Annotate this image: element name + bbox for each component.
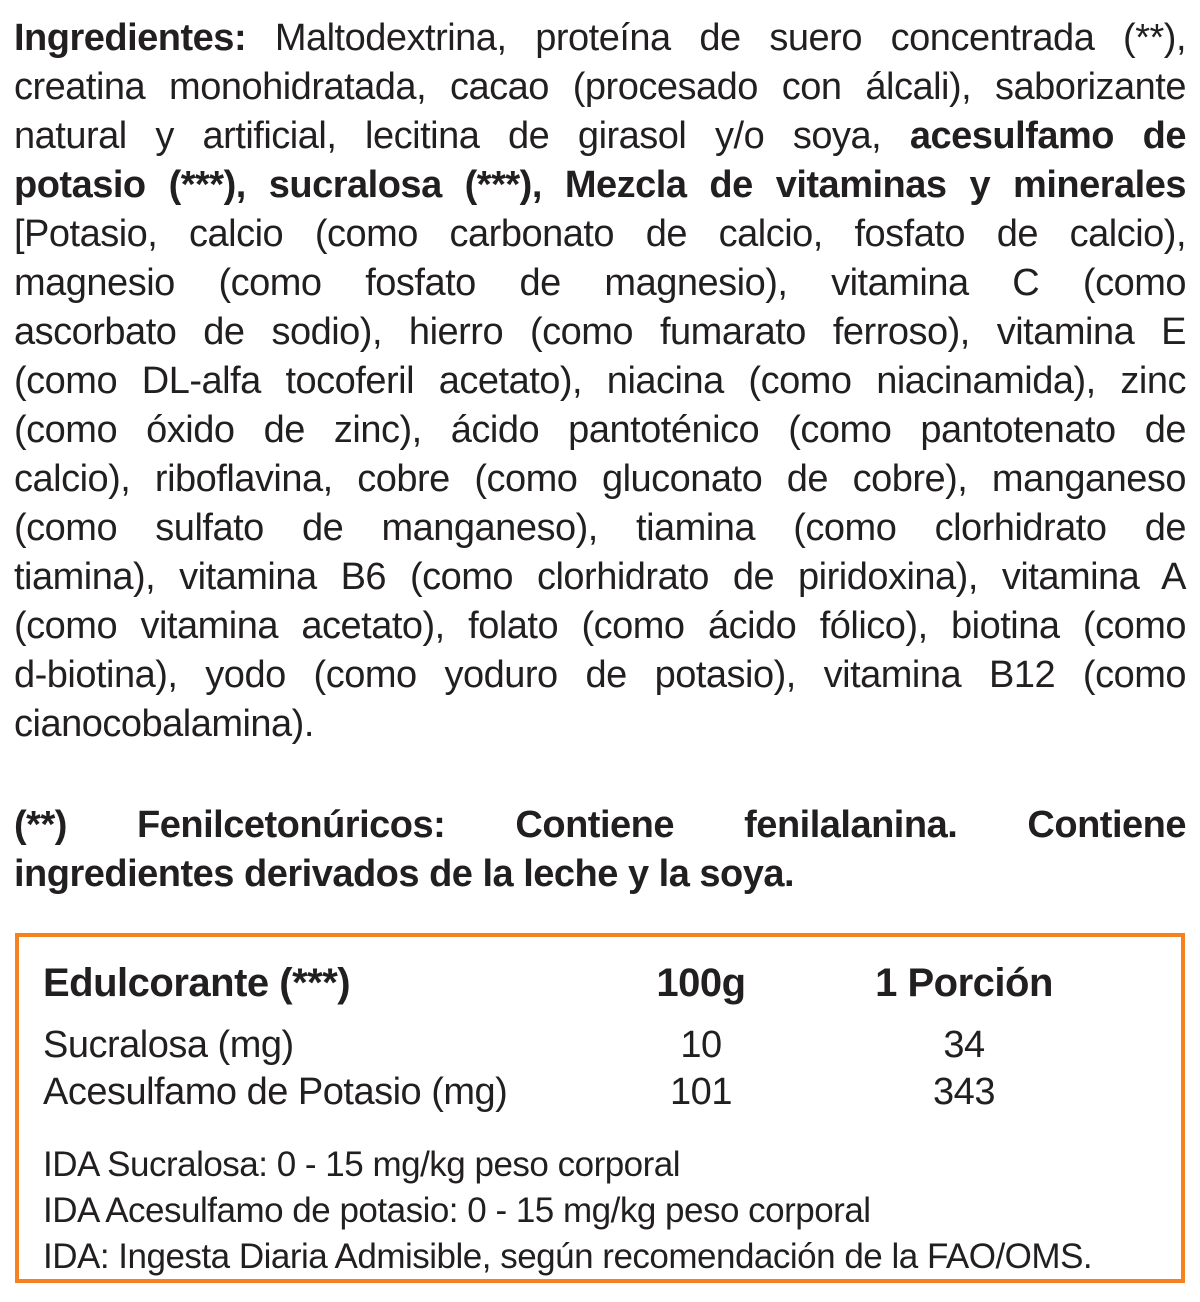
- ingredients-line: magnesio (como fosfato de magnesio), vitamina C (como: [14, 262, 1186, 304]
- ingredients-line: cianocobalamina).: [14, 703, 314, 745]
- sweetener-box: [15, 933, 1185, 1283]
- allergen-line: (**) Fenilcetonúricos: Contiene fenilalanina. Contiene: [14, 804, 1186, 846]
- ingredients-line: Ingredientes: Maltodextrina, proteína de suero concentrada (**),: [14, 17, 1186, 59]
- allergen-paragraph: [14, 801, 1186, 899]
- sweetener-value: 34: [943, 1024, 985, 1066]
- sweetener-value: 101: [670, 1071, 732, 1113]
- ingredients-line: d-biotina), yodo (como yoduro de potasio), vitamina B12 (como: [14, 654, 1186, 696]
- header-edulcorante: Edulcorante (***): [43, 961, 351, 1005]
- ingredients-line: (como óxido de zinc), ácido pantoténico (como pantotenato de: [14, 409, 1186, 451]
- sweetener-table-row: [43, 1069, 1157, 1116]
- ingredients-line: potasio (***), sucralosa (***), Mezcla de vitaminas y minerales: [14, 164, 1186, 206]
- ingredients-paragraph: [14, 14, 1186, 749]
- ingredients-line: tiamina), vitamina B6 (como clorhidrato de piridoxina), vitamina A: [14, 556, 1186, 598]
- ida-notes: [43, 1142, 1157, 1280]
- ida-note: IDA: Ingesta Diaria Admisible, según recomendación de la FAO/OMS.: [43, 1237, 1093, 1276]
- header-1-porcion: 1 Porción: [875, 961, 1053, 1005]
- sweetener-value: 343: [933, 1071, 995, 1113]
- allergen-line: ingredientes derivados de la leche y la soya.: [14, 853, 795, 895]
- ida-note: IDA Acesulfamo de potasio: 0 - 15 mg/kg peso corporal: [43, 1191, 871, 1230]
- sweetener-name: Sucralosa (mg): [43, 1024, 294, 1066]
- sweetener-value: 10: [680, 1024, 722, 1066]
- ingredients-line: (como sulfato de manganeso), tiamina (como clorhidrato de: [14, 507, 1186, 549]
- ingredients-line: (como DL-alfa tocoferil acetato), niacina (como niacinamida), zinc: [14, 360, 1186, 402]
- ida-note: IDA Sucralosa: 0 - 15 mg/kg peso corporal: [43, 1145, 681, 1184]
- sweetener-name: Acesulfamo de Potasio (mg): [43, 1071, 508, 1113]
- sweetener-table-header: [43, 961, 1157, 1006]
- ingredients-line: natural y artificial, lecitina de girasol y/o soya, acesulfamo de: [14, 115, 1186, 157]
- ingredients-line: calcio), riboflavina, cobre (como gluconato de cobre), manganeso: [14, 458, 1186, 500]
- ingredients-line: ascorbato de sodio), hierro (como fumarato ferroso), vitamina E: [14, 311, 1186, 353]
- ingredients-line: (como vitamina acetato), folato (como ácido fólico), biotina (como: [14, 605, 1186, 647]
- header-100g: 100g: [656, 961, 746, 1005]
- sweetener-table-body: [43, 1022, 1157, 1116]
- ingredients-line: [Potasio, calcio (como carbonato de calcio, fosfato de calcio),: [14, 213, 1186, 255]
- ingredients-line: creatina monohidratada, cacao (procesado con álcali), saborizante: [14, 66, 1186, 108]
- sweetener-table-row: [43, 1022, 1157, 1069]
